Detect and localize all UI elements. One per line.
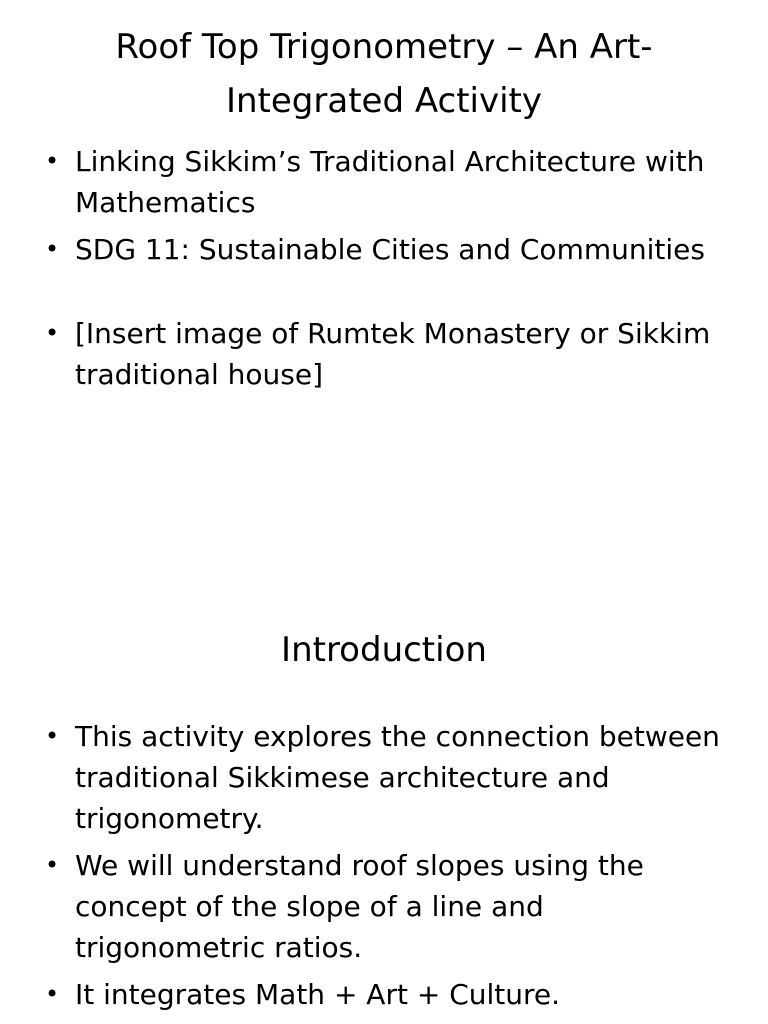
slide-2-title: Introduction <box>281 630 487 670</box>
bullet-item image-placeholder <box>40 313 730 395</box>
slide-1-bullet-list <box>40 141 730 401</box>
bullet-text: This activity explores the connection between traditional Sikkimese architecture and trigonometry. <box>75 720 720 835</box>
bullet-item <box>40 974 730 1015</box>
bullet-text: It integrates Math + Art + Culture. <box>75 978 561 1011</box>
bullet-dot-icon: • <box>45 235 60 263</box>
bullet-dot-icon: • <box>45 147 60 175</box>
bullet-dot-icon: • <box>45 851 60 879</box>
bullet-item <box>40 229 730 270</box>
bullet-item <box>40 141 730 223</box>
slide-1-title-line-2: Integrated Activity <box>225 81 542 121</box>
bullet-dot-icon: • <box>45 722 60 750</box>
slide-1-title <box>40 20 728 128</box>
bullet-dot-icon: • <box>45 319 60 347</box>
slide-2 <box>0 560 768 1024</box>
bullet-text: We will understand roof slopes using the concept of the slope of a line and trigonometric ratios. <box>75 849 644 964</box>
slide-1-title-line-1: Roof Top Trigonometry – An Art- <box>115 27 653 67</box>
bullet-item <box>40 845 730 968</box>
slide-2-bullet-list <box>40 716 730 1021</box>
bullet-text: Linking Sikkim’s Traditional Architecture with Mathematics <box>75 145 705 219</box>
bullet-text: [Insert image of Rumtek Monastery or Sikkim traditional house] <box>75 317 711 391</box>
bullet-dot-icon: • <box>45 980 60 1008</box>
bullet-item <box>40 716 730 839</box>
bullet-text: SDG 11: Sustainable Cities and Communities <box>75 233 705 266</box>
